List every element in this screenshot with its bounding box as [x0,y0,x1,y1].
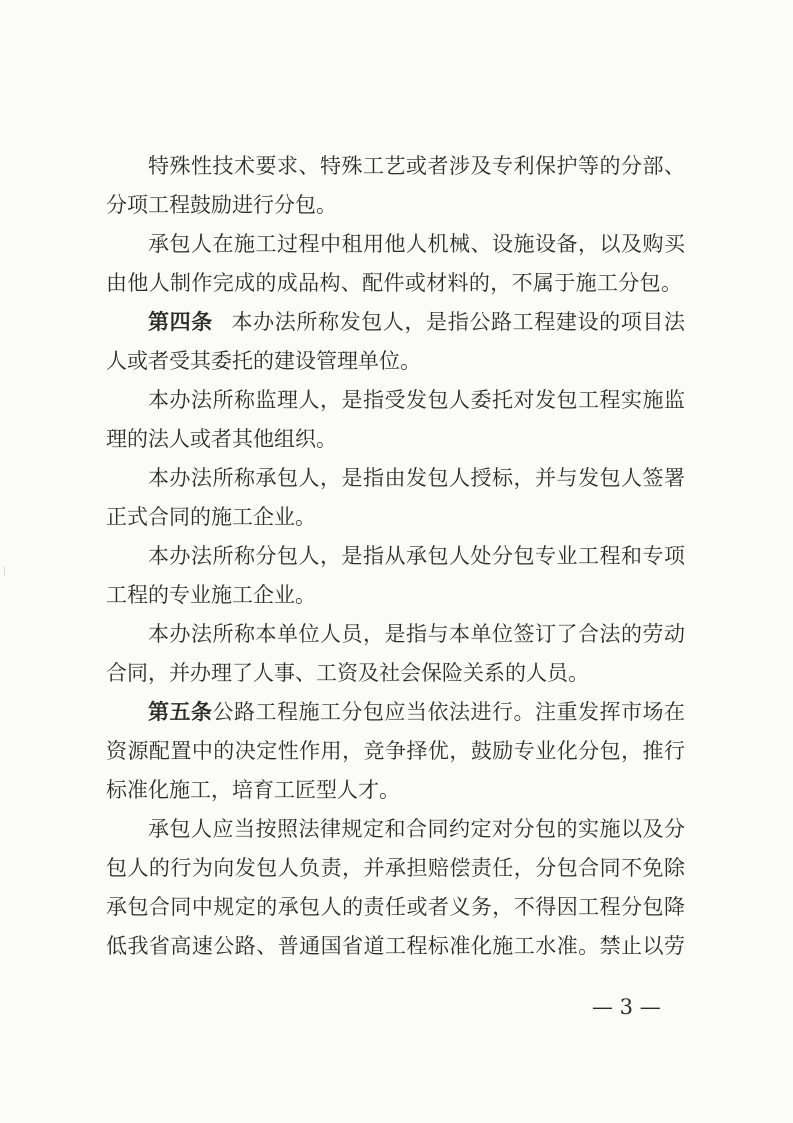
text-line: 资源配置中的决定性作用，竞争择优，鼓励专业化分包，推行 [106,739,685,763]
text-line: 正式合同的施工企业。 [106,505,316,529]
text-line: 低我省高速公路、普通国省道工程标准化施工水准。禁止以劳 [106,934,685,958]
article-label: 第五条 [148,699,213,724]
text-line: 承包合同中规定的承包人的责任或者义务，不得因工程分包降 [106,895,685,919]
text-line: 本办法所称分包人，是指从承包人处分包专业工程和专项 [148,544,685,568]
text-line: 本办法所称本单位人员，是指与本单位签订了合法的劳动 [148,622,685,646]
text-line: 承包人在施工过程中租用他人机械、设施设备，以及购买 [148,232,685,256]
article-label: 第四条 [148,309,213,334]
article-text: 本办法所称发包人，是指公路工程建设的项目法 [230,310,685,334]
text-line: 本办法所称监理人，是指受发包人委托对发包工程实施监 [148,388,685,412]
page-number: — 3 — [592,995,661,1019]
text-line: 理的法人或者其他组织。 [106,427,337,451]
text-line: 包人的行为向发包人负责，并承担赔偿责任，分包合同不免除 [106,856,685,880]
text-line: 工程的专业施工企业。 [106,583,316,607]
article-5-heading-line [148,698,685,726]
article-4-heading-line [148,308,685,336]
text-line: 本办法所称承包人，是指由发包人授标，并与发包人签署 [148,466,685,490]
scan-edge-mark [4,566,11,576]
article-text: 公路工程施工分包应当依法进行。注重发挥市场在 [212,700,685,724]
text-line: 人或者受其委托的建设管理单位。 [106,349,421,373]
text-line: 标准化施工，培育工匠型人才。 [106,778,400,802]
text-line: 分项工程鼓励进行分包。 [106,193,337,217]
text-line: 特殊性技术要求、特殊工艺或者涉及专利保护等的分部、 [148,154,685,178]
text-line: 承包人应当按照法律规定和合同约定对分包的实施以及分 [148,817,685,841]
text-line: 合同，并办理了人事、工资及社会保险关系的人员。 [106,661,589,685]
text-line: 由他人制作完成的成品构、配件或材料的，不属于施工分包。 [106,271,682,295]
